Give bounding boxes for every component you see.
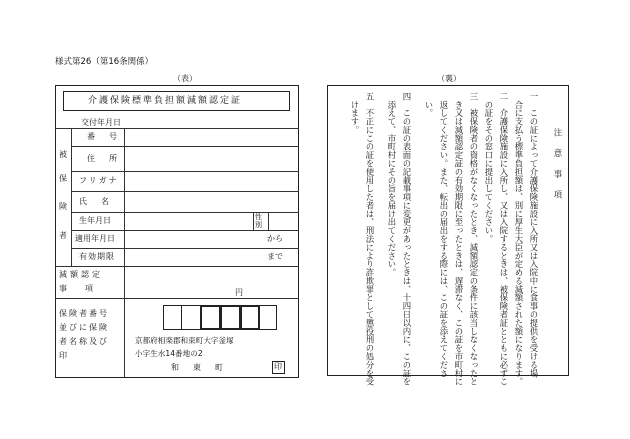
row-name-label: 氏 名 <box>79 197 112 206</box>
reduction-unit: 円 <box>235 288 243 297</box>
notes-heading: 注 意 事 項 <box>553 128 563 201</box>
note-line-2: 合に支払う標準負担額は、別に厚生大臣が定める減額された額になります。 <box>514 92 524 386</box>
row-valid-until-label: 有効期限 <box>79 252 115 261</box>
back-side-label: （裏） <box>437 74 461 83</box>
insurer-label-line4: 印 <box>59 351 67 360</box>
insurer-number-box-4[interactable] <box>220 305 241 330</box>
insurer-number-box-3[interactable] <box>200 305 221 330</box>
reduction-label-line2: 事項 <box>59 284 111 293</box>
note-line-6: き又は減額認定証の有効期限に至ったときは、遅滞なく、この証を市町村に <box>454 92 464 386</box>
note-line-7: 返してください。また、転出の届出をする際には、この証を添えてくださ <box>439 92 449 378</box>
note-line-10: 添えて、市町村にその旨を届け出てください。 <box>387 92 397 277</box>
note-line-4: の証をその窓口に提出してください。 <box>484 92 494 244</box>
front-side-label: （表） <box>173 74 197 83</box>
insurer-label-line3: 者名称及び <box>59 337 109 346</box>
issue-date-label: 交付年月日 <box>81 118 121 127</box>
insurer-label-line2: 並びに保険 <box>59 323 109 332</box>
certificate-title: 介護保険標準負担額減額認定証 <box>88 96 243 106</box>
insured-label-2: 保 <box>59 174 67 183</box>
note-line-12: けます。 <box>350 92 360 134</box>
applicable-from: から <box>267 234 283 243</box>
note-line-8: い。 <box>424 92 434 118</box>
insurer-label-line1: 保険者番号 <box>59 309 109 318</box>
insured-label-3: 険 <box>59 202 67 211</box>
row-number-label: 番 号 <box>87 132 120 141</box>
sex-label: 性別 <box>255 213 262 229</box>
insurer-number-box-2[interactable] <box>181 305 201 330</box>
valid-until: まで <box>267 252 283 261</box>
insured-label-1: 被 <box>59 150 67 159</box>
row-applicable-date-label: 適用年月日 <box>75 234 115 243</box>
note-line-1: 一 この証によって介護保険施設に入所又は入院中に食事の提供を受ける場 <box>529 92 539 378</box>
insurer-number-box-1[interactable] <box>163 305 182 330</box>
row-birth-date-label: 生年月日 <box>79 216 111 225</box>
insurer-number-box-6[interactable] <box>259 305 277 330</box>
row-address-label: 住 所 <box>87 154 120 163</box>
insurer-address-line1: 京都府相楽郡和束町大字釜塚 <box>135 336 234 345</box>
insurer-address-line2: 小字生水14番地の2 <box>135 349 203 358</box>
insured-label-4: 者 <box>59 231 67 240</box>
note-line-11: 五 不正にこの証を使用した者は、刑法により詐欺罪として懲役刑の処分を受 <box>365 92 375 386</box>
seal: 印 <box>274 362 282 371</box>
reduction-label-line1: 減額認定 <box>59 270 103 279</box>
note-line-5: 三 被保険者の資格がなくなったとき、減額認定の条件に該当しなくなったと <box>469 92 479 386</box>
form-id: 様式第26（第16条関係） <box>55 57 154 67</box>
note-line-3: 二 介護保険施設に入所し、又は入院するときは、被保険者証とともに必ずこ <box>499 92 509 386</box>
insurer-number-box-5[interactable] <box>240 305 260 330</box>
note-line-9: 四 この証の表面の記載事項に変更があったときは、十四日以内に、この証を <box>402 92 412 386</box>
insurer-town: 和 東 町 <box>171 363 226 372</box>
row-furigana-label: フリガナ <box>79 176 119 185</box>
